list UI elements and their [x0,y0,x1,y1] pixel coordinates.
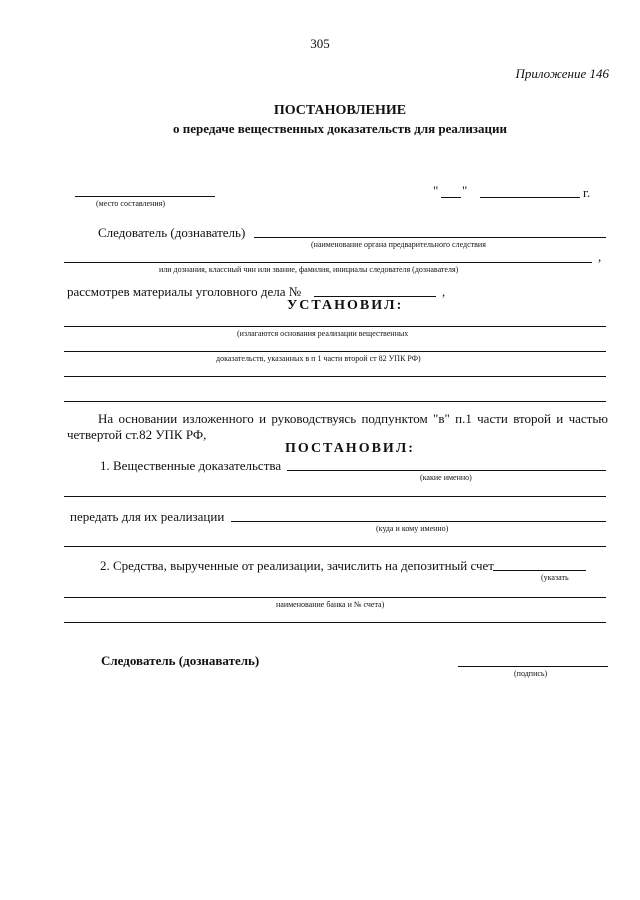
caption-where-whom: (куда и кому именно) [376,524,449,533]
grounds-line-4 [64,401,606,402]
established-heading: УСТАНОВИЛ: [287,298,404,313]
document-subtitle: о передаче вещественных доказательств для реализации [172,121,508,136]
transfer-label: передать для их реализации [70,509,225,524]
reviewed-text: рассмотрев материалы уголовного дела № [67,284,302,299]
caption-inquiry: или дознания, классный чин или звание, фамилия, инициалы следователя (дознавателя) [159,265,459,274]
item1-line [287,470,606,471]
signature-label: Следователь (дознаватель) [101,653,260,668]
case-number-line [314,296,436,297]
date-month-line [480,197,580,198]
decided-heading: ПОСТАНОВИЛ: [285,441,415,456]
basis-paragraph: На основании изложенного и руководствуясь подпунктом "в" п.1 части второй и частью четвертой ст.82 УПК РФ, [67,411,608,442]
caption-which: (какие именно) [420,473,472,482]
grounds-line-1 [64,326,606,327]
comma-1: , [598,249,602,264]
year-suffix: г. [583,185,591,200]
caption-grounds-1: (излагаются основания реализации вещественных [237,329,409,338]
date-quote-open: " [433,183,439,198]
caption-specify: (указать [541,573,569,582]
item1-label: 1. Вещественные доказательства [100,458,282,473]
date-day-line [441,197,461,198]
place-line [75,196,215,197]
caption-signature: (подпись) [514,669,548,678]
place-caption: (место составления) [96,199,165,208]
item1-line-2 [64,496,606,497]
investigator-line-2 [64,262,592,263]
investigator-line [254,237,606,238]
date-quote-close: " [462,183,468,198]
grounds-line-3 [64,376,606,377]
caption-body-name: (наименование органа предварительного следствия [311,240,486,249]
comma-2: , [442,284,446,299]
appendix-label: Приложение 146 [515,66,609,81]
document-title: ПОСТАНОВЛЕНИЕ [273,103,407,118]
page-number: 305 [310,36,330,51]
caption-bank: наименование банка и № счета) [276,600,385,609]
item2-line [493,570,586,571]
transfer-line-2 [64,546,606,547]
item2-line-3 [64,622,606,623]
signature-line [458,666,608,667]
item2-label: 2. Средства, вырученные от реализации, зачислить на депозитный счет [100,558,494,573]
item2-line-2 [64,597,606,598]
caption-grounds-2: доказательств, указанных в п 1 части второй ст 82 УПК РФ) [216,354,421,363]
grounds-line-2 [64,351,606,352]
investigator-label: Следователь (дознаватель) [98,225,246,240]
transfer-line [231,521,606,522]
